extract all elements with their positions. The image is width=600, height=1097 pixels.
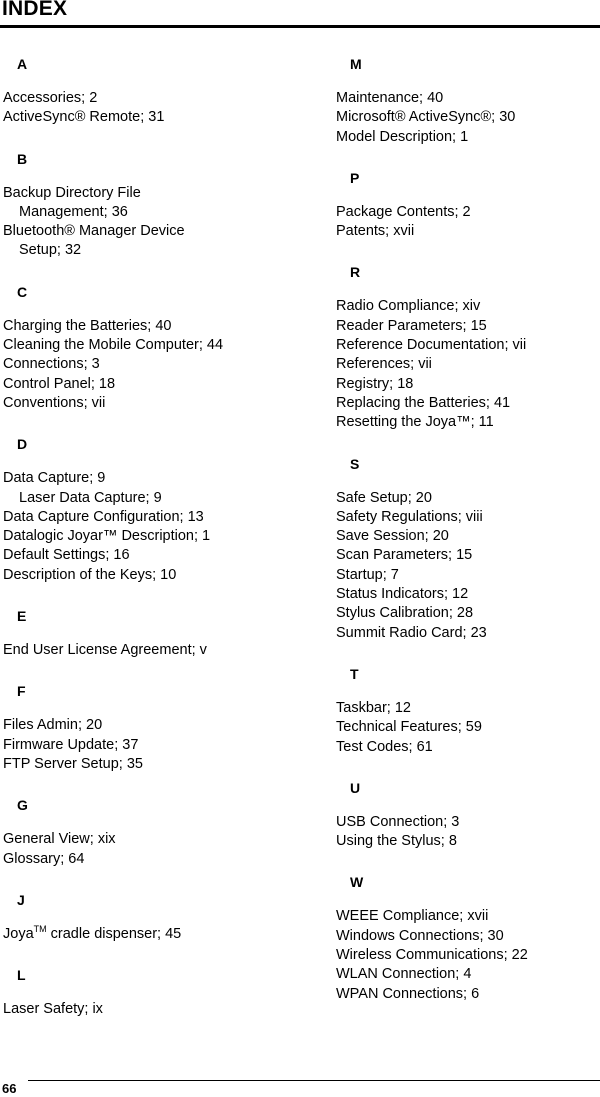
index-entry: Safety Regulations; viii: [336, 508, 483, 525]
index-section-r: [336, 263, 600, 432]
index-section-u: [336, 779, 600, 852]
index-entry: Bluetooth® Manager Device: [3, 223, 185, 240]
section-letter: M: [350, 56, 362, 72]
index-entry: Reference Documentation; vii: [336, 337, 527, 354]
section-letter: U: [350, 779, 361, 796]
index-entry: Datalogic Joyar™ Description; 1: [3, 528, 211, 545]
index-section-f: [3, 682, 303, 774]
index-entry: Radio Compliance; xiv: [336, 298, 481, 315]
index-entry: Patents; xvii: [336, 223, 415, 240]
section-letter: P: [350, 169, 360, 186]
index-entry: WEEE Compliance; xvii: [336, 908, 489, 925]
index-column-left: [3, 45, 303, 1041]
index-entry-continuation: Management; 36: [19, 203, 128, 220]
index-section-j: [3, 891, 303, 944]
section-letter: J: [17, 891, 25, 908]
footer-rule: [28, 1080, 600, 1081]
index-entry: Backup Directory File: [3, 184, 141, 201]
index-entry: Replacing the Batteries; 41: [336, 394, 511, 411]
index-section-d: [3, 435, 303, 585]
section-letter: L: [17, 967, 26, 984]
index-entry: Data Capture Configuration; 13: [3, 508, 204, 525]
index-entry: Model Description; 1: [336, 128, 469, 145]
index-section-t: [336, 665, 600, 757]
index-entry: Startup; 7: [336, 566, 399, 583]
section-letter: D: [17, 436, 28, 453]
index-entry: Save Session; 20: [336, 528, 449, 545]
index-entry: Microsoft® ActiveSync®; 30: [336, 109, 516, 126]
title-rule: [0, 25, 600, 28]
section-letter: A: [17, 56, 28, 72]
index-column-right: [336, 45, 600, 1026]
index-entry: Firmware Update; 37: [3, 736, 139, 753]
index-entry: End User License Agreement; v: [3, 642, 207, 659]
section-letter: E: [17, 608, 27, 625]
index-entry: Connections; 3: [3, 356, 100, 373]
index-entry: Taskbar; 12: [336, 699, 411, 716]
index-entry: Files Admin; 20: [3, 717, 103, 734]
index-entry: Status Indicators; 12: [336, 586, 469, 603]
index-entry: Test Codes; 61: [336, 738, 433, 755]
index-entry: References; vii: [336, 356, 432, 373]
index-entry: Accessories; 2: [3, 90, 98, 106]
section-letter: F: [17, 683, 26, 700]
index-entry: Summit Radio Card; 23: [336, 624, 487, 641]
index-entry: General View; xix: [3, 831, 116, 848]
index-entry: Data Capture; 9: [3, 470, 106, 487]
index-entry: Registry; 18: [336, 375, 414, 392]
index-entry: Glossary; 64: [3, 850, 85, 867]
index-entry: [3, 925, 303, 944]
index-entry: Safe Setup; 20: [336, 489, 432, 506]
index-entry: Package Contents; 2: [336, 203, 471, 220]
index-section-b: [3, 150, 303, 261]
index-entry: Wireless Communications; 22: [336, 947, 528, 964]
section-letter: G: [17, 797, 28, 814]
index-entry: Conventions; vii: [3, 394, 106, 411]
index-entry: Cleaning the Mobile Computer; 44: [3, 337, 224, 354]
index-entry: Technical Features; 59: [336, 719, 482, 736]
section-letter: R: [350, 264, 361, 281]
index-entry: Charging the Batteries; 40: [3, 317, 172, 334]
index-entry: WPAN Connections; 6: [336, 985, 480, 1002]
index-section-w: [336, 873, 600, 1003]
index-section-g: [3, 796, 303, 869]
index-entry: Maintenance; 40: [336, 90, 444, 106]
entry-text: Joya: [3, 925, 34, 942]
index-entry: ActiveSync® Remote; 31: [3, 109, 165, 126]
index-entry: Stylus Calibration; 28: [336, 605, 474, 622]
index-section-m: [336, 55, 600, 147]
index-section-e: [3, 607, 303, 660]
index-entry: Resetting the Joya™; 11: [336, 414, 494, 431]
index-entry: Using the Stylus; 8: [336, 833, 457, 850]
index-section-a: [3, 55, 303, 128]
index-entry: USB Connection; 3: [336, 813, 460, 830]
index-section-c: [3, 283, 303, 413]
index-entry: Control Panel; 18: [3, 375, 116, 392]
page-title: INDEX: [2, 0, 68, 20]
section-letter: C: [17, 283, 28, 300]
section-letter: T: [350, 665, 359, 682]
index-entry-continuation: Setup; 32: [19, 242, 82, 259]
index-entry: Reader Parameters; 15: [336, 317, 487, 334]
index-entry: Scan Parameters; 15: [336, 547, 473, 564]
index-entry: Description of the Keys; 10: [3, 566, 177, 583]
index-entry: Windows Connections; 30: [336, 927, 504, 944]
section-letter: W: [350, 874, 364, 891]
index-entry: Default Settings; 16: [3, 547, 130, 564]
index-entry-continuation: Laser Data Capture; 9: [19, 489, 162, 506]
index-entry: WLAN Connection; 4: [336, 966, 472, 983]
section-letter: S: [350, 455, 360, 472]
index-entry: FTP Server Setup; 35: [3, 755, 143, 772]
page-number: 66: [2, 1081, 17, 1096]
index-entry: Laser Safety; ix: [3, 1001, 103, 1018]
index-section-s: [336, 455, 600, 643]
section-letter: B: [17, 150, 28, 167]
trademark-superscript: TM: [33, 923, 47, 934]
index-section-l: [3, 966, 303, 1019]
index-section-p: [336, 169, 600, 242]
entry-text-after: cradle dispenser; 45: [46, 925, 182, 942]
